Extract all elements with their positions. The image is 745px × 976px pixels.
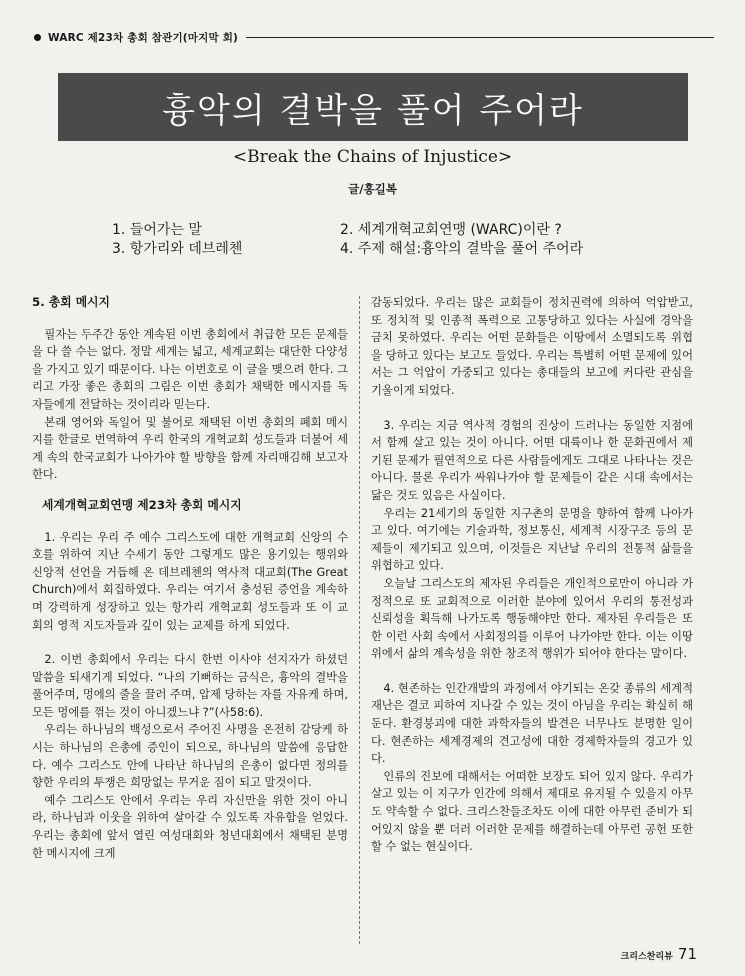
body-paragraph: 예수 그리스도 안에서 우리는 우리 자신만을 위한 것이 아니라, 하나님과 이웃을 위하여 살아갈 수 있도록 자유함을 얻었다. 우리는 총회에 앞서 열린 여성대회와 청년대회에서 채택된 분명한 메시지에 크게 bbox=[32, 793, 348, 860]
toc-right bbox=[340, 221, 583, 259]
body-paragraph: 우리는 21세기의 동일한 지구촌의 문명을 향하여 함께 나아가고 있다. 여기에는 기술과학, 정보통신, 세계적 시장구조 등의 문제들이 제기되고 있으며, 이것들은 지난날 우리의 전통적 삶들을 위협하고 있다. bbox=[371, 506, 693, 573]
toc-item: 2. 세계개혁교회연맹 (WARC)이란 ? bbox=[340, 222, 562, 238]
body-paragraph: 필자는 두주간 동안 계속된 이번 총회에서 취급한 모든 문제들을 다 쓸 수는 없다. 정말 세계는 넓고, 세계교회는 대단한 다양성을 가지고 있기 때문이다. 나는 이번호로 이 글을 맺으려 한다. 그리고 가장 좋은 총회의 그림은 이번 총회가 채택한 메시지를 독자들에게 전달하는 것이리라 믿는다. bbox=[32, 327, 348, 411]
page-number: 71 bbox=[677, 945, 697, 963]
author-byline: 글/홍길복 bbox=[348, 182, 397, 196]
body-paragraph: 인류의 진보에 대해서는 어떠한 보장도 되어 있지 않다. 우리가 살고 있는 이 지구가 인간에 의해서 제대로 유지될 수 있을지 아무도 약속할 수 없다. 크리스찬들조차도 이에 대한 아무런 준비가 되어있지 않을 뿐 더러 이러한 문제를 해결하는데 아무런 공헌 또한 할 수 없는 현실이다. bbox=[371, 769, 693, 854]
toc-item: 3. 항가리와 데브레첸 bbox=[112, 241, 243, 257]
body-paragraph: 우리는 하나님의 백성으로서 주어진 사명을 온전히 감당케 하시는 하나님의 은총에 증인이 되으로, 하나님의 말씀에 응답한다. 예수 그리스도 안에 나타난 하나님의 은총이 없다면 정의를 향한 우리의 투쟁은 희망없는 무거운 짐이 되고 말것이다. bbox=[32, 723, 348, 790]
header-rule bbox=[246, 37, 714, 38]
body-paragraph: 감동되었다. 우리는 많은 교회들이 정치권력에 의하여 억압받고, 또 정치적 및 인종적 폭력으로 고통당하고 있다는 사실에 경악을 금치 못하였다. 우리는 어떤 문화들은 이땅에서 소멸되도록 위협을 당하고 있다는 보고도 들었다. 우리는 특별히 어떤 문제에 있어서는 그 억압이 가중되고 있다는 총대들의 보고에 커다란 관심을 기울이게 되었다. bbox=[371, 296, 693, 397]
body-paragraph: 4. 현존하는 인간개발의 과정에서 야기되는 온갖 종류의 세계적 재난은 결코 피하여 지나갈 수 있는 것이 아님을 우리는 확실히 해 둔다. 환경붕괴에 대한 과학자들의 발견은 너무나도 분명한 일이다. 현존하는 세계경제의 견고성에 대한 경제학자들의 경고가 있다. bbox=[371, 681, 693, 766]
article-subtitle: <Break the Chains of Injustice> bbox=[232, 147, 513, 167]
running-title: WARC 제23차 총회 참관기(마지막 회) bbox=[48, 31, 239, 44]
left-column bbox=[32, 294, 348, 862]
column-divider bbox=[359, 296, 360, 944]
right-column bbox=[371, 294, 693, 856]
page-footer bbox=[621, 945, 697, 963]
section-title: 5. 총회 메시지 bbox=[32, 295, 110, 309]
body-paragraph: 본래 영어와 독일어 및 불어로 채택된 이번 총회의 폐회 메시지를 한글로 번역하여 우리 한국의 개혁교회 성도들과 더불어 세계 속의 한국교회가 나아가야 할 방향을 함께 자리매김해 보고자 한다. bbox=[32, 415, 348, 482]
body-paragraph: 3. 우리는 지금 역사적 경험의 진상이 드러나는 동일한 지점에서 함께 살고 있는 것이 아니다. 어떤 대륙이나 한 문화권에서 제기된 문제가 필연적으로 다른 사람들에게도 그대로 나타나는 것은 아니다. 물론 우리가 싸워나가야 할 문제들이 같은 시대 속에서는 닮은 것도 있음은 사실이다. bbox=[371, 418, 693, 502]
body-paragraph: 오늘날 그리스도의 제자된 우리들은 개인적으로만이 아니라 가정적으로 또 교회적으로 이러한 분야에 있어서 우리의 통전성과 신뢰성을 획득해 나가도록 행동해야만 한다. 제자된 우리들은 또한 이런 사회 속에서 사회정의를 이루어 나가야만 한다. 이는 이땅위에서 삶의 계속성을 위한 창조적 행위가 되어야 한다는 말이다. bbox=[371, 576, 693, 661]
toc-item: 4. 주제 해설:흉악의 결박을 풀어 주어라 bbox=[340, 241, 584, 257]
article-title: 흉악의 결박을 풀어 주어라 bbox=[58, 73, 688, 141]
body-paragraph: 2. 이번 총회에서 우리는 다시 한번 이사야 선지자가 하셨던 말씀을 되새기게 되었다. “나의 기뻐하는 금식은, 흉악의 결박을 풀어주며, 멍에의 줄을 끌러 주며, 압제 당하는 자를 자유케 하며, 모든 멍에를 꺾는 것이 아니겠느냐 ?”(사58:6). bbox=[32, 653, 348, 719]
running-header bbox=[34, 29, 714, 45]
declaration-title: 세계개혁교회연맹 제23차 총회 메시지 bbox=[42, 497, 242, 512]
toc-item: 1. 들어가는 말 bbox=[112, 222, 202, 238]
magazine-name: 크리스찬리뷰 bbox=[620, 952, 673, 962]
toc-left bbox=[112, 221, 242, 259]
body-paragraph: 1. 우리는 우리 주 예수 그리스도에 대한 개혁교회 신앙의 수호를 위하여 지난 수세기 동안 그렇게도 많은 용기있는 행위와 신앙적 선언을 거듭해 온 데브레첸의 역사적 대교회(The Great Church)에서 회집하였다. 우리는 여기서 충성된 증언을 계속하며 강력하게 성장하고 있는 항가리 개혁교회 성도들과 또 이 교회의 영적 지도자들과 깊이 있는 교제를 하게 되었다. bbox=[32, 530, 348, 632]
bullet-icon bbox=[34, 34, 41, 41]
